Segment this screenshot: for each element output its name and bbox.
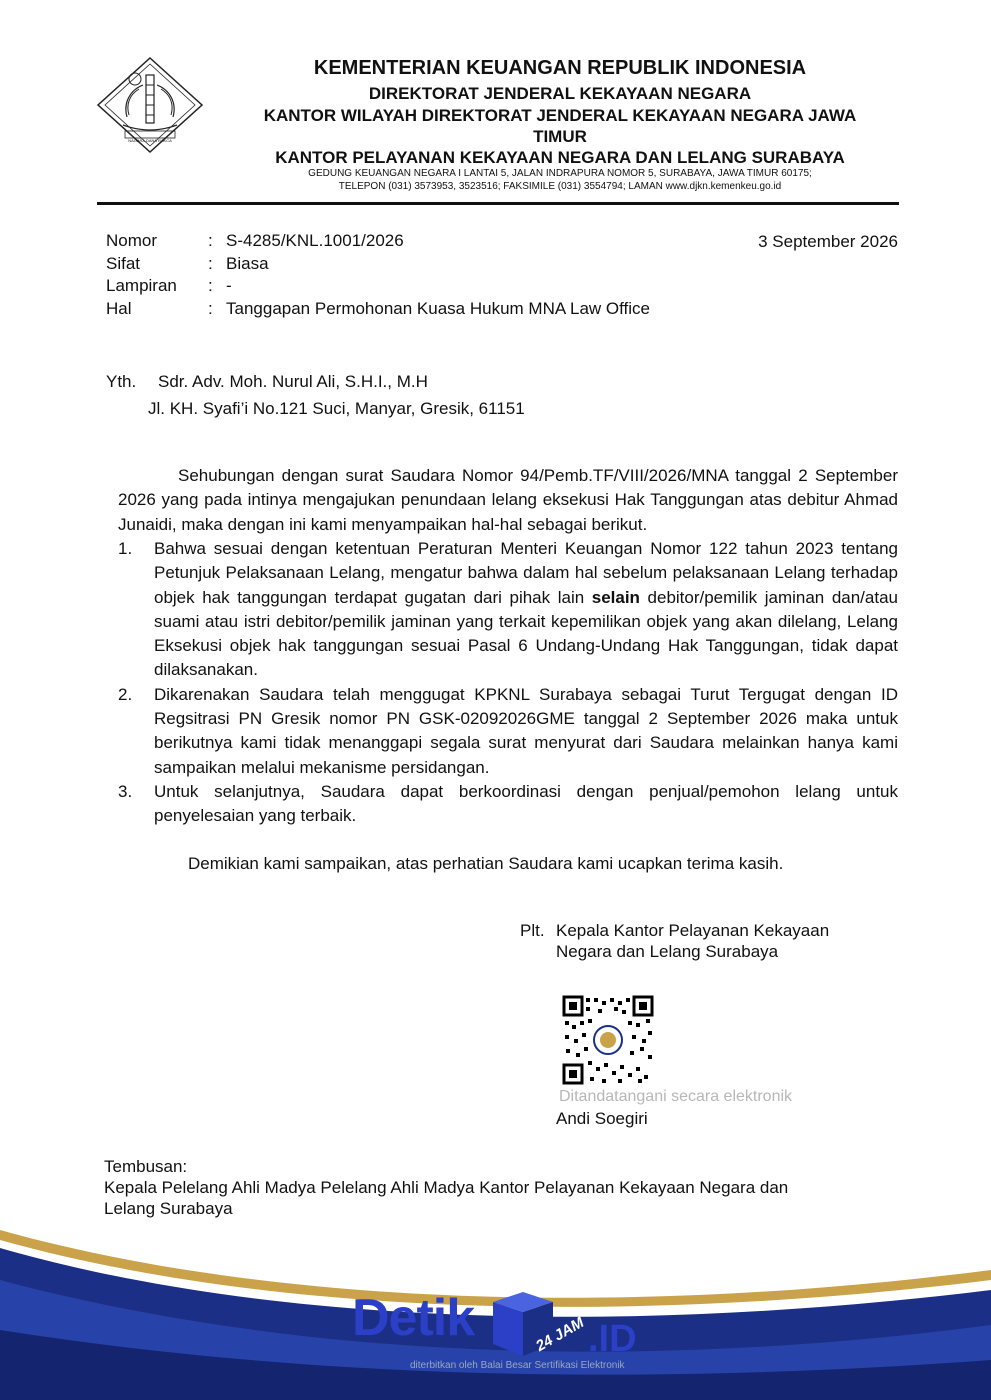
signature-prefix: Plt. <box>520 921 545 940</box>
meta-row-lampiran: Lampiran : - <box>106 276 232 295</box>
meta-row-hal: Hal : Tanggapan Permohonan Kuasa Hukum MNA Law Office <box>106 298 650 318</box>
esign-note: Ditandatangani secara elektronik <box>559 1088 793 1105</box>
directorate-name: DIREKTORAT JENDERAL KEKAYAAN NEGARA <box>368 84 752 103</box>
list-item: 1. Bahwa sesuai dengan ketentuan Peraturan Menteri Keuangan Nomor 122 tahun 2023 tentang Petunjuk Pelaksanaan Lelang, mengatur bahwa dalam hal sebelum pelaksanaan Lelang terhadap objek hak tanggungan terdapat gugatan dari pihak lain selain debitor/pemilik jaminan dan/atau suami atau istri debitor/pemilik jaminan yang terkait kepemilikan objek yang akan dilelang, Lelang Eksekusi objek hak tanggungan sesuai Pasal 6 Undang-Undang Hak Tanggungan, tidak dapat dilaksanakan. <box>118 539 898 680</box>
signature-title <box>556 920 829 962</box>
brand-tag-text: 24 JAM <box>533 1314 587 1355</box>
cc-line1: Kepala Pelelang Ahli Madya Pelelang Ahli Madya Kantor Pelayanan Kekayaan Negara dan <box>104 1178 789 1197</box>
signature-title-line1: Kepala Kantor Pelayanan Kekayaan <box>556 921 830 940</box>
cc-label: Tembusan: <box>104 1157 188 1176</box>
office-contacts: TELEPON (031) 3573953, 3523516; FAKSIMILE (031) 3554794; LAMAN www.djkn.kemenkeu.go.id <box>338 181 782 192</box>
list-item: 3. Untuk selanjutnya, Saudara dapat berkoordinasi dengan penjual/pemohon lelang untuk penyelesaian yang terbaik. <box>118 781 898 826</box>
points-list <box>118 537 898 829</box>
letter-meta-table <box>106 231 650 321</box>
closing-paragraph: Demikian kami sampaikan, atas perhatian Saudara kami ucapkan terima kasih. <box>188 854 784 873</box>
emphasis-text: selain <box>591 587 640 607</box>
brand-tag <box>530 1314 590 1355</box>
footer-faint-note: diterbitkan oleh Balai Besar Sertifikasi Elektronik <box>410 1360 625 1371</box>
regional-office-name <box>205 105 915 147</box>
office-address: GEDUNG KEUANGAN NEGARA I LANTAI 5, JALAN INDRAPURA NOMOR 5, SURABAYA, JAWA TIMUR 60175; <box>308 168 812 179</box>
cc-line2: Lelang Surabaya <box>104 1199 233 1218</box>
recipient-prefix: Yth. <box>106 372 137 391</box>
signature-title-line2: Negara dan Lelang Surabaya <box>556 942 779 961</box>
meta-row-sifat: Sifat : Biasa <box>106 253 269 273</box>
intro-paragraph: Sehubungan dengan surat Saudara Nomor 94/Pemb.TF/VIII/2026/MNA tanggal 2 September 2026 yang pada intinya mengajukan penundaan lelang eksekusi Hak Tanggungan atas debitur Ahmad Junaidi, maka dengan ini kami menyampaikan hal-hal sebagai berikut. <box>118 466 898 534</box>
regional-office-line1: KANTOR WILAYAH DIREKTORAT JENDERAL KEKAYAAN NEGARA JAWA <box>263 106 857 125</box>
qr-code-icon <box>562 995 654 1085</box>
recipient-address: Jl. KH. Syafi’i No.121 Suci, Manyar, Gresik, 61151 <box>148 399 525 418</box>
ministry-name: KEMENTERIAN KEUANGAN REPUBLIK INDONESIA <box>313 57 807 79</box>
recipient-name: Sdr. Adv. Moh. Nurul Ali, S.H.I., M.H <box>158 372 428 391</box>
letter-date: 3 September 2026 <box>758 232 898 251</box>
letterhead-divider <box>97 202 899 205</box>
signer-name: Andi Soegiri <box>556 1109 648 1128</box>
list-item: 2. Dikarenakan Saudara telah menggugat KPKNL Surabaya sebagai Turut Tergugat dengan ID Regsitrasi PN Gresik nomor PN GSK-02092026GME tanggal 2 September 2026 maka untuk berikutnya kami tidak menanggapi segala surat menyurat dari Saudara melainkan hanya kami sampaikan melalui mekanisme persidangan. <box>118 684 898 777</box>
brand-tld: .ID <box>588 1318 637 1360</box>
service-office-name: KANTOR PELAYANAN KEKAYAAN NEGARA DAN LELANG SURABAYA <box>275 148 845 167</box>
brand-name: Detik <box>352 1289 475 1347</box>
logo-caption: NAGARA DANA RAKCA <box>128 138 172 143</box>
meta-row-nomor: Nomor : S-4285/KNL.1001/2026 <box>106 231 404 250</box>
regional-office-line2: TIMUR <box>533 127 587 146</box>
